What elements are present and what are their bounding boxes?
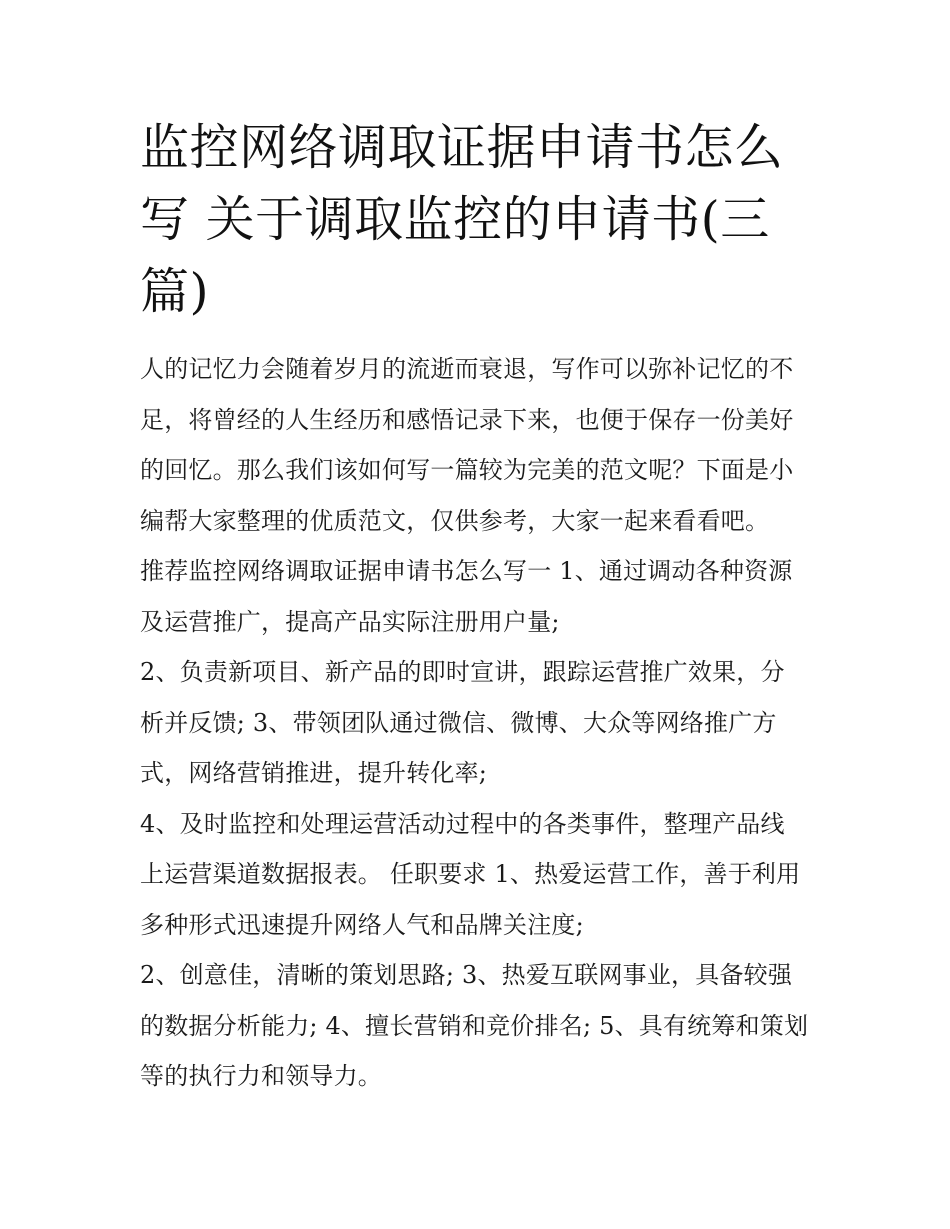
body-line-9: 式，网络营销推进，提升转化率;: [140, 759, 488, 787]
document-content: [140, 112, 815, 1102]
body-line-5: 推荐监控网络调取证据申请书怎么写一 1、通过调动各种资源: [140, 557, 793, 585]
document-title: [140, 112, 815, 328]
body-line-7: 2、负责新项目、新产品的即时宣讲，跟踪运营推广效果，分: [140, 658, 785, 686]
title-line-2: 写 关于调取监控的申请书(三: [140, 191, 770, 248]
body-line-11: 上运营渠道数据报表。 任职要求 1、热爱运营工作，善于利用: [140, 860, 801, 888]
body-line-2: 足，将曾经的人生经历和感悟记录下来，也便于保存一份美好: [140, 405, 794, 434]
title-line-1: 监控网络调取证据申请书怎么: [140, 119, 784, 176]
body-line-4: 编帮大家整理的优质范文，仅供参考，大家一起来看看吧。: [140, 506, 770, 535]
title-line-3: 篇): [140, 263, 210, 320]
body-line-1: 人的记忆力会随着岁月的流逝而衰退，写作可以弥补记忆的不: [140, 355, 794, 383]
body-line-14: 的数据分析能力; 4、擅长营销和竞价排名; 5、具有统筹和策划: [140, 1011, 809, 1040]
body-line-8: 析并反馈; 3、带领团队通过微信、微博、大众等网络推广方: [140, 708, 777, 737]
body-line-3: 的回忆。那么我们该如何写一篇较为完美的范文呢？下面是小: [140, 456, 794, 484]
body-line-10: 4、及时监控和处理运营活动过程中的各类事件，整理产品线: [140, 809, 785, 838]
document-body: [140, 344, 815, 1102]
body-line-6: 及运营推广，提高产品实际注册用户量;: [140, 607, 560, 636]
body-line-15: 等的执行力和领导力。: [140, 1062, 382, 1090]
body-line-13: 2、创意佳，清晰的策划思路; 3、热爱互联网事业，具备较强: [140, 961, 793, 989]
body-line-12: 多种形式迅速提升网络人气和品牌关注度;: [140, 910, 584, 939]
